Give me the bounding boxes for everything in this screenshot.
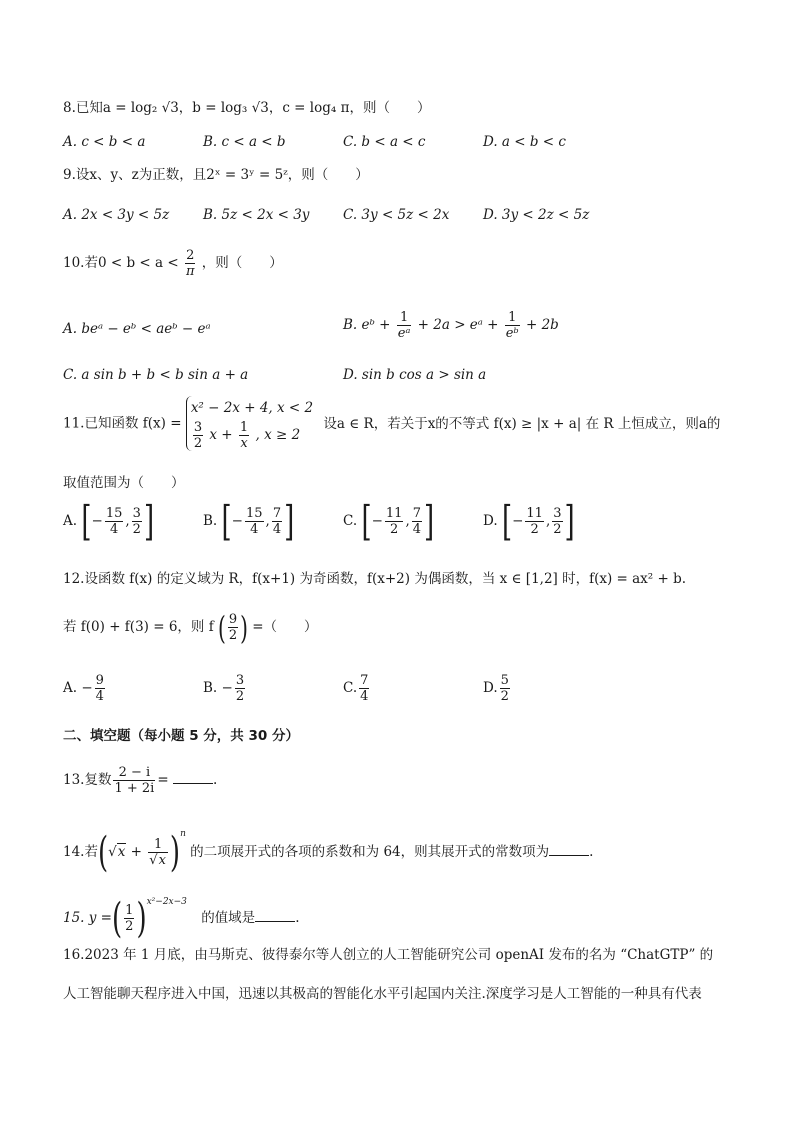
q11-case-2 bbox=[191, 420, 313, 451]
q15-end: . bbox=[295, 910, 300, 926]
q9-stem: 9.设x、y、z为正数，且2ˣ = 3ʸ = 5ᶻ，则（ ） bbox=[63, 167, 369, 183]
minus-sign: − bbox=[371, 513, 383, 529]
fraction-numerator: 1 bbox=[148, 837, 168, 853]
fraction-numerator: 1 bbox=[397, 310, 412, 326]
option-fraction-2 bbox=[552, 506, 562, 537]
right-bracket: ] bbox=[284, 497, 295, 546]
fraction-numerator: 7 bbox=[272, 506, 282, 521]
minus-sign: − bbox=[231, 513, 243, 529]
option-fraction-1 bbox=[105, 506, 124, 537]
fraction-denominator: 2 bbox=[125, 919, 134, 934]
fraction-numerator: 3 bbox=[235, 673, 245, 688]
fraction-denominator: 4 bbox=[412, 522, 422, 537]
q11-piecewise-function bbox=[186, 396, 313, 451]
q10-stem bbox=[63, 248, 283, 279]
fraction-denominator: 2 bbox=[193, 436, 203, 451]
q11-stem-line-2: 取值范围为（ ） bbox=[63, 475, 185, 491]
q8-option-c: C. b < a < c bbox=[343, 134, 426, 150]
fraction-numerator: 15 bbox=[245, 506, 263, 521]
option-label: B. − bbox=[203, 680, 233, 696]
fraction-numerator: 9 bbox=[95, 673, 104, 688]
fraction-numerator: 3 bbox=[553, 506, 562, 521]
q14-fraction bbox=[148, 837, 168, 868]
fraction-denominator: 4 bbox=[360, 689, 369, 704]
q10-option-b-middle: + 2a > eᵃ + bbox=[417, 317, 499, 333]
option-fraction-2 bbox=[412, 506, 422, 537]
q8-option-a: A. c < b < a bbox=[63, 134, 146, 150]
minus-sign: − bbox=[91, 513, 103, 529]
fraction-denominator: 2 bbox=[390, 522, 399, 537]
q12-option-c bbox=[343, 673, 371, 704]
fraction-denominator: 2 bbox=[500, 689, 509, 704]
option-label: C. bbox=[343, 513, 358, 529]
q9-option-d: D. 3y < 2z < 5z bbox=[483, 207, 590, 223]
q10-option-b-suffix: + 2b bbox=[525, 317, 559, 333]
fraction-numerator: 9 bbox=[228, 612, 238, 627]
fraction-denominator: √x bbox=[149, 853, 166, 868]
q11-option-c bbox=[343, 497, 435, 546]
q10-option-a: A. beᵃ − eᵇ < aeᵇ − eᵃ bbox=[63, 321, 211, 337]
fraction-numerator: 3 bbox=[193, 420, 203, 435]
fraction-numerator: 7 bbox=[412, 506, 422, 521]
q11-case-2-fraction-1 bbox=[193, 420, 203, 451]
q9-option-c: C. 3y < 5z < 2x bbox=[343, 207, 450, 223]
right-paren: ) bbox=[240, 608, 248, 647]
q13-end: . bbox=[212, 772, 218, 788]
comma: , bbox=[125, 513, 130, 529]
q10-stem-fraction bbox=[185, 248, 196, 279]
fraction-numerator: 11 bbox=[385, 506, 403, 521]
q13-equals: = bbox=[157, 772, 169, 788]
q10-stem-suffix: ，则（ ） bbox=[201, 255, 283, 271]
fraction-denominator: 4 bbox=[109, 522, 119, 537]
option-label: B. bbox=[203, 513, 218, 529]
fraction-numerator: 15 bbox=[105, 506, 123, 521]
sqrt-symbol: √ bbox=[108, 844, 117, 860]
q12-stem-line-2 bbox=[63, 608, 318, 647]
fraction-denominator: eᵇ bbox=[505, 326, 519, 341]
radicand: x bbox=[117, 844, 126, 860]
q8-option-b: B. c < a < b bbox=[203, 134, 286, 150]
q8-stem: 8.已知a = log₂ √3，b = log₃ √3，c = log₄ π，则（ ） bbox=[63, 100, 431, 116]
right-bracket: ] bbox=[143, 497, 155, 546]
answer-blank[interactable] bbox=[549, 843, 589, 856]
answer-blank[interactable] bbox=[255, 909, 295, 922]
right-bracket: ] bbox=[564, 497, 575, 546]
q13 bbox=[63, 765, 217, 796]
q13-prefix: 13.复数 bbox=[63, 772, 112, 788]
q10-option-b-prefix: B. eᵇ + bbox=[343, 317, 391, 333]
right-bracket: ] bbox=[424, 497, 435, 546]
q12-option-d bbox=[483, 673, 512, 704]
q12-stem-fraction bbox=[228, 612, 238, 643]
q15-prefix: 15. y = bbox=[63, 910, 112, 926]
comma: , bbox=[545, 513, 551, 529]
q11-stem bbox=[63, 396, 720, 451]
q12-option-a bbox=[63, 673, 107, 704]
fraction-numerator: 7 bbox=[360, 673, 369, 688]
fraction-numerator: 5 bbox=[500, 673, 509, 688]
fraction-denominator: 4 bbox=[95, 689, 104, 704]
q14-prefix: 14.若 bbox=[63, 844, 98, 860]
q15-exponent: x²−2x−3 bbox=[146, 897, 187, 907]
option-fraction-1 bbox=[245, 506, 264, 537]
fraction-denominator: 2 bbox=[132, 522, 141, 537]
q16-line-2: 人工智能聊天程序进入中国，迅速以其极高的智能化水平引起国内关注.深度学习是人工智能的一种具有代表 bbox=[63, 986, 702, 1002]
fraction-denominator: 2 bbox=[235, 689, 245, 704]
fraction-denominator: 2 bbox=[530, 522, 539, 537]
option-fraction-1 bbox=[525, 506, 544, 537]
option-fraction bbox=[235, 673, 245, 704]
option-label: A. − bbox=[63, 680, 93, 696]
fraction-numerator: 2 − i bbox=[113, 765, 155, 781]
q10-option-c: C. a sin b + b < b sin a + a bbox=[63, 367, 249, 383]
option-label: D. bbox=[483, 513, 498, 529]
option-fraction bbox=[359, 673, 369, 704]
exponent-n: n bbox=[180, 829, 186, 839]
fraction-numerator: 1 bbox=[505, 310, 520, 326]
q11-option-d bbox=[483, 497, 575, 546]
q11-option-a bbox=[63, 497, 155, 546]
option-fraction bbox=[500, 673, 510, 704]
option-fraction-2 bbox=[132, 506, 142, 537]
option-label: C. bbox=[343, 680, 358, 696]
q10-option-b bbox=[343, 310, 559, 341]
fraction-denominator: 4 bbox=[272, 522, 282, 537]
fraction-denominator: 2 bbox=[553, 522, 562, 537]
fraction-denominator: 2 bbox=[228, 628, 238, 643]
minus-sign: − bbox=[512, 513, 524, 529]
q15 bbox=[63, 893, 300, 943]
q10-option-b-fraction-2 bbox=[505, 310, 520, 341]
q14-suffix: 的二项展开式的各项的系数和为 64，则其展开式的常数项为 bbox=[190, 844, 550, 860]
option-fraction bbox=[95, 673, 105, 704]
plus-sign: + bbox=[126, 844, 147, 860]
q12-stem-line-1: 12.设函数 f(x) 的定义域为 R，f(x+1) 为奇函数，f(x+2) 为偶函数，当 x ∈ [1,2] 时，f(x) = ax² + b. bbox=[63, 571, 687, 587]
q14-end: . bbox=[589, 844, 594, 860]
option-label: D. bbox=[483, 680, 498, 696]
answer-blank[interactable] bbox=[173, 771, 213, 784]
q12-stem-line-2-prefix: 若 f(0) + f(3) = 6，则 f bbox=[63, 619, 214, 635]
option-fraction-2 bbox=[272, 506, 282, 537]
option-label: A. bbox=[63, 513, 78, 529]
comma: , bbox=[265, 513, 270, 529]
fraction-numerator: 1 bbox=[125, 903, 134, 918]
q12-stem-line-2-suffix: =（ ） bbox=[252, 619, 318, 635]
q11-case-2-fraction-2 bbox=[239, 420, 249, 451]
fraction-numerator: 2 bbox=[186, 248, 195, 263]
left-paren: ( bbox=[112, 894, 123, 943]
q11-stem-suffix: 设a ∈ R，若关于x的不等式 f(x) ≥ |x + a| 在 R 上恒成立，则a的 bbox=[323, 415, 721, 432]
q8-option-d: D. a < b < c bbox=[483, 134, 566, 150]
right-paren: ) bbox=[169, 828, 181, 877]
q9-option-a: A. 2x < 3y < 5z bbox=[63, 207, 170, 223]
fraction-denominator: x bbox=[240, 436, 248, 451]
section-heading-fill-in: 二、填空题（每小题 5 分，共 30 分） bbox=[63, 728, 299, 744]
q11-stem-prefix: 11.已知函数 f(x) = bbox=[63, 415, 182, 432]
q11-case-2-suffix: , x ≥ 2 bbox=[255, 427, 301, 443]
left-bracket: [ bbox=[221, 497, 232, 546]
q10-stem-prefix: 10.若0 < b < a < bbox=[63, 255, 179, 271]
fraction-denominator: eᵃ bbox=[397, 326, 411, 341]
comma: , bbox=[405, 513, 410, 529]
q11-case-2-middle: x + bbox=[209, 427, 233, 443]
left-paren: ( bbox=[97, 828, 109, 877]
q12-option-b bbox=[203, 673, 247, 704]
fraction-denominator: 1 + 2i bbox=[114, 781, 155, 796]
left-bracket: [ bbox=[81, 497, 92, 546]
fraction-denominator: π bbox=[185, 264, 195, 279]
q15-suffix: 的值域是 bbox=[201, 910, 256, 926]
left-bracket: [ bbox=[501, 497, 513, 546]
q16-line-1: 16.2023 年 1 月底，由马斯克、彼得泰尔等人创立的人工智能研究公司 openAI 发布的名为 “ChatGTP” 的 bbox=[63, 947, 714, 963]
left-paren: ( bbox=[218, 608, 226, 647]
q10-option-b-fraction-1 bbox=[397, 310, 412, 341]
fraction-numerator: 3 bbox=[132, 506, 141, 521]
right-paren: ) bbox=[136, 894, 147, 943]
q9-option-b: B. 5z < 2x < 3y bbox=[203, 207, 310, 223]
q11-case-1: x² − 2x + 4, x < 2 bbox=[190, 400, 314, 416]
q15-fraction bbox=[124, 903, 134, 934]
q13-fraction bbox=[113, 765, 155, 796]
fraction-numerator: 11 bbox=[526, 506, 543, 521]
fraction-denominator: 4 bbox=[250, 522, 259, 537]
q14 bbox=[63, 825, 594, 877]
option-fraction-1 bbox=[385, 506, 404, 537]
q10-option-d: D. sin b cos a > sin a bbox=[343, 367, 487, 383]
fraction-numerator: 1 bbox=[239, 420, 249, 435]
q11-option-b bbox=[203, 497, 295, 546]
left-bracket: [ bbox=[361, 497, 372, 546]
